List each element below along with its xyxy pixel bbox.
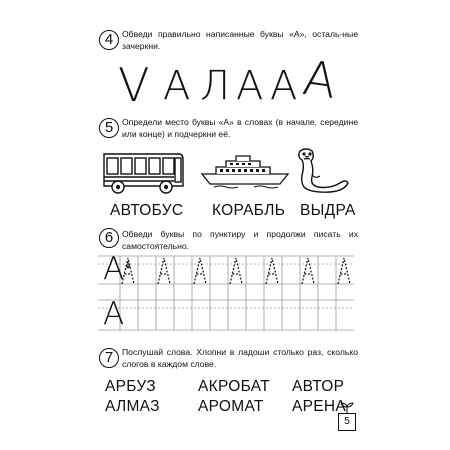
- task-7-text: Послушай слова. Хлопни в ладоши столько раз, сколько слогов в каждом слове.: [122, 347, 358, 369]
- letter-a-5[interactable]: А: [270, 63, 298, 109]
- letter-a-2[interactable]: А: [163, 63, 191, 109]
- task-4-text: Обведи правильно написанные буквы «А», осталь-ные зачеркни.: [122, 29, 358, 51]
- otter-icon: [290, 145, 350, 195]
- word-akrobat: АКРОБАТ: [198, 378, 270, 395]
- letter-a-4[interactable]: А: [236, 63, 264, 109]
- picture-word-bus: АВТОБУС: [110, 202, 184, 219]
- task-6-text: Обведи буквы по пунктиру и продолжи писать их самостоятельно.: [122, 229, 358, 251]
- letter-a-3[interactable]: Л: [200, 63, 231, 109]
- ship-icon: [200, 150, 292, 192]
- picture-word-ship: КОРАБЛЬ: [212, 202, 286, 219]
- sprout-icon: [339, 401, 355, 413]
- task-4-number: 4: [99, 30, 119, 50]
- task-5-number: 5: [99, 118, 119, 138]
- sample-letter-row2: А: [103, 296, 125, 332]
- page-number: 5: [338, 413, 356, 431]
- letter-a-mirrored-6[interactable]: А: [299, 49, 340, 111]
- sample-letter-row1: А: [103, 251, 125, 287]
- task-6-number: 6: [99, 228, 119, 248]
- bus-icon: [101, 150, 185, 196]
- writing-grid[interactable]: [98, 251, 354, 334]
- word-aromat: АРОМАТ: [198, 398, 264, 415]
- picture-word-otter: ВЫДРА: [300, 202, 356, 219]
- task-5-text: Определи место буквы «А» в словах (в начале, середине или конце) и подчеркни её.: [122, 117, 358, 139]
- word-almaz: АЛМАЗ: [105, 398, 160, 415]
- letter-a-flipped-1[interactable]: V: [118, 58, 150, 112]
- word-arena: АРЕНА: [292, 398, 347, 415]
- word-avtor: АВТОР: [292, 378, 345, 395]
- word-arbuz: АРБУЗ: [105, 378, 156, 395]
- task-7-number: 7: [99, 348, 119, 368]
